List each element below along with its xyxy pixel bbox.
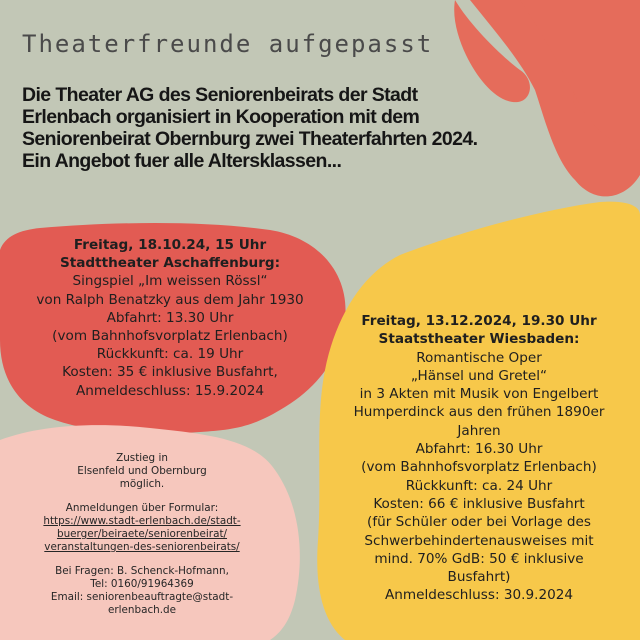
event-detail-line: Kosten: 35 € inklusive Busfahrt, bbox=[62, 364, 278, 381]
event-detail-line: Busfahrt) bbox=[447, 569, 511, 586]
event-wiesbaden bbox=[318, 312, 640, 605]
event-detail-line: Rückkunft: ca. 19 Uhr bbox=[96, 346, 244, 363]
event-detail-line: mind. 70% GdB: 50 € inklusive bbox=[374, 550, 584, 567]
pickup-line: Zustieg in bbox=[116, 452, 168, 464]
event-detail-line: (vom Bahnhofsvorplatz Erlenbach) bbox=[361, 459, 597, 476]
event-heading-line: Freitag, 13.12.2024, 19.30 Uhr bbox=[361, 313, 597, 329]
contact-email-line[interactable]: erlenbach.de bbox=[107, 604, 177, 616]
event-detail-line: Anmeldeschluss: 30.9.2024 bbox=[384, 587, 574, 604]
event-detail-line: Abfahrt: 16.30 Uhr bbox=[415, 441, 543, 458]
event-detail-line: Rückkunft: ca. 24 Uhr bbox=[405, 477, 553, 494]
info-block bbox=[8, 452, 276, 617]
intro-text: Die Theater AG des Seniorenbeirats der Stadt Erlenbach organisiert in Kooperation mit dem Seniorenbeirat Obernburg zwei Theaterfahrten 2024. Ein Angebot fuer alle Altersklassen... bbox=[22, 84, 478, 172]
contact-phone: Tel: 0160/91964369 bbox=[90, 578, 194, 590]
registration-link-line[interactable]: https://www.stadt-erlenbach.de/stadt- bbox=[43, 515, 241, 527]
event-detail-line: „Hänsel und Gretel“ bbox=[410, 367, 548, 384]
contact-person: Bei Fragen: B. Schenck-Hofmann, bbox=[55, 565, 229, 577]
event-detail-line: Jahren bbox=[457, 422, 501, 439]
event-detail-line: Singspiel „Im weissen Rössl“ bbox=[72, 273, 268, 290]
registration-link[interactable] bbox=[8, 515, 276, 554]
event-heading-line: Stadttheater Aschaffenburg: bbox=[59, 255, 281, 272]
event-detail-line: (vom Bahnhofsvorplatz Erlenbach) bbox=[52, 328, 288, 345]
event-detail-line: Romantische Oper bbox=[416, 349, 542, 366]
page-title: Theaterfreunde aufgepasst bbox=[22, 30, 434, 58]
event-detail-line: Abfahrt: 13.30 Uhr bbox=[106, 309, 234, 326]
event-detail-line: Schwerbehindertenausweises mit bbox=[364, 532, 594, 549]
pickup-line: Elsenfeld und Obernburg bbox=[77, 465, 207, 477]
event-heading-line: Freitag, 18.10.24, 15 Uhr bbox=[73, 237, 267, 253]
contact-email[interactable] bbox=[8, 591, 276, 617]
pickup-line: möglich. bbox=[119, 478, 165, 490]
event-heading-line: Staatstheater Wiesbaden: bbox=[378, 331, 580, 348]
event-detail-line: Anmeldeschluss: 15.9.2024 bbox=[75, 382, 265, 399]
registration-link-line[interactable]: veranstaltungen-des-seniorenbeirats/ bbox=[44, 541, 240, 553]
event-detail-line: (für Schüler oder bei Vorlage des bbox=[367, 514, 591, 531]
event-detail-line: Kosten: 66 € inklusive Busfahrt bbox=[373, 495, 585, 512]
event-detail-line: von Ralph Benatzky aus dem Jahr 1930 bbox=[36, 291, 304, 308]
contact-email-line[interactable]: Email: seniorenbeauftragte@stadt- bbox=[50, 591, 234, 603]
event-detail-line: in 3 Akten mit Musik von Engelbert bbox=[359, 386, 599, 403]
event-detail-line: Humperdinck aus den frühen 1890er bbox=[353, 404, 605, 421]
event-aschaffenburg bbox=[8, 236, 332, 400]
registration-link-line[interactable]: buerger/beiraete/seniorenbeirat/ bbox=[56, 528, 228, 540]
form-label: Anmeldungen über Formular: bbox=[65, 502, 219, 514]
